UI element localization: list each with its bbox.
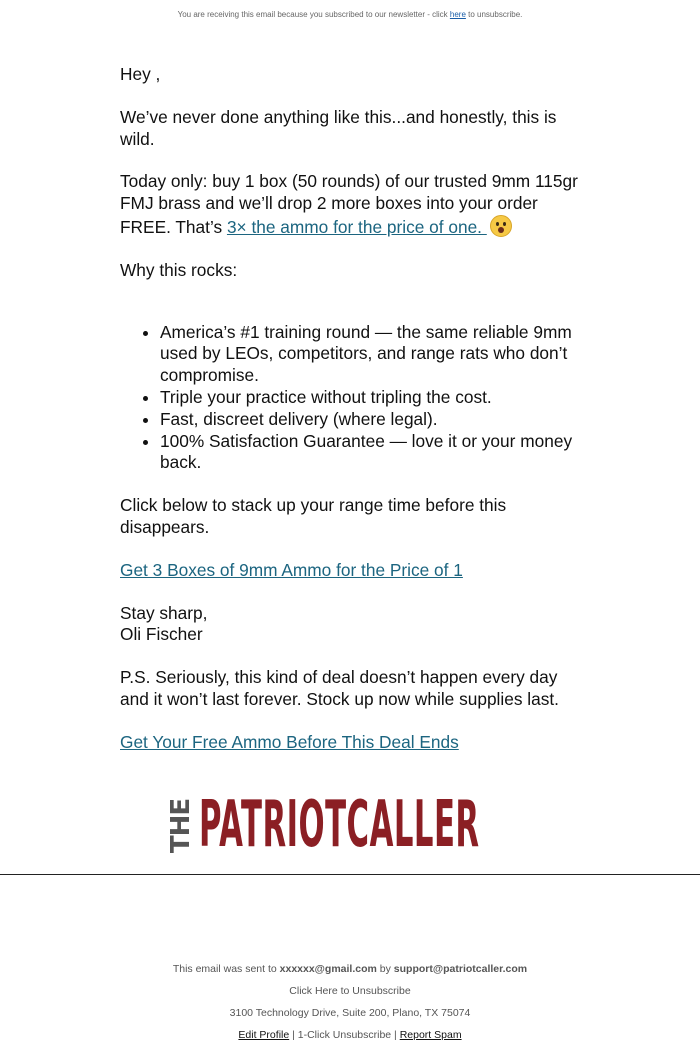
edit-profile-link[interactable]: Edit Profile — [238, 1029, 290, 1041]
offer-text: Today only: buy 1 box (50 rounds) of our trusted 9mm 115gr FMJ brass and we’ll drop 2 more boxes into your order FREE. That’s — [120, 171, 578, 237]
footer-links — [0, 1024, 700, 1046]
one-click-unsubscribe[interactable]: 1-Click Unsubscribe — [297, 1029, 392, 1041]
footer-unsubscribe[interactable]: Click Here to Unsubscribe — [289, 985, 411, 997]
preheader — [0, 10, 700, 19]
footer — [0, 958, 700, 1046]
footer-sent-text: This email was sent to — [172, 963, 280, 975]
email-body — [120, 64, 585, 754]
patriotcaller-logo — [163, 788, 543, 862]
preheader-unsubscribe-link[interactable]: here — [449, 10, 466, 19]
list-item: • 100% Satisfaction Guarantee — love it or your money back. — [160, 431, 585, 475]
get-3-boxes-link[interactable]: Get 3 Boxes of 9mm Ammo for the Price of 1 — [120, 559, 463, 580]
astonished-face-icon — [490, 215, 512, 237]
signature: Oli Fischer — [120, 624, 203, 645]
ps-paragraph: P.S. Seriously, this kind of deal doesn’t happen every day and it won’t last forever. Stock up now while supplies last. — [120, 667, 559, 709]
list-item: • America’s #1 training round — the same reliable 9mm used by LEOs, competitors, and range rats who don’t compromise. — [160, 322, 585, 387]
why-heading: Why this rocks: — [120, 259, 238, 280]
footer-sent-line — [0, 958, 700, 980]
footer-by-text: by — [376, 963, 394, 975]
logo-prefix-text: THE — [166, 798, 196, 854]
signoff — [120, 603, 585, 647]
intro-paragraph: We’ve never done anything like this...and honestly, this is wild. — [120, 106, 557, 149]
greeting: Hey , — [120, 64, 161, 84]
ps-link-paragraph — [120, 732, 585, 754]
benefits-list — [120, 322, 585, 475]
cta-link-paragraph — [120, 560, 585, 582]
offer-paragraph — [120, 171, 585, 238]
preheader-text: You are receiving this email because you subscribed to our newsletter - click — [177, 10, 450, 19]
footer-separator: | — [391, 1029, 400, 1041]
free-ammo-link[interactable]: Get Your Free Ammo Before This Deal Ends — [120, 731, 459, 752]
logo-prefix — [163, 797, 199, 853]
footer-separator: | — [289, 1029, 298, 1041]
logo-name: PATRIOTCALLER — [199, 788, 480, 862]
preheader-text-after: to unsubscribe. — [465, 10, 523, 19]
recipient-email: xxxxxx@gmail.com — [279, 963, 377, 975]
cta-paragraph: Click below to stack up your range time before this disappears. — [120, 495, 507, 537]
offer-link[interactable]: 3× the ammo for the price of one. — [226, 216, 487, 237]
footer-address: 3100 Technology Drive, Suite 200, Plano, TX 75074 — [229, 1007, 471, 1019]
signoff-line: Stay sharp, — [120, 602, 208, 623]
list-item: • Fast, discreet delivery (where legal). — [160, 409, 585, 431]
divider — [0, 874, 700, 875]
sender-email: support@patriotcaller.com — [393, 963, 528, 975]
report-spam-link[interactable]: Report Spam — [399, 1029, 462, 1041]
list-item: • Triple your practice without tripling the cost. — [160, 387, 585, 409]
